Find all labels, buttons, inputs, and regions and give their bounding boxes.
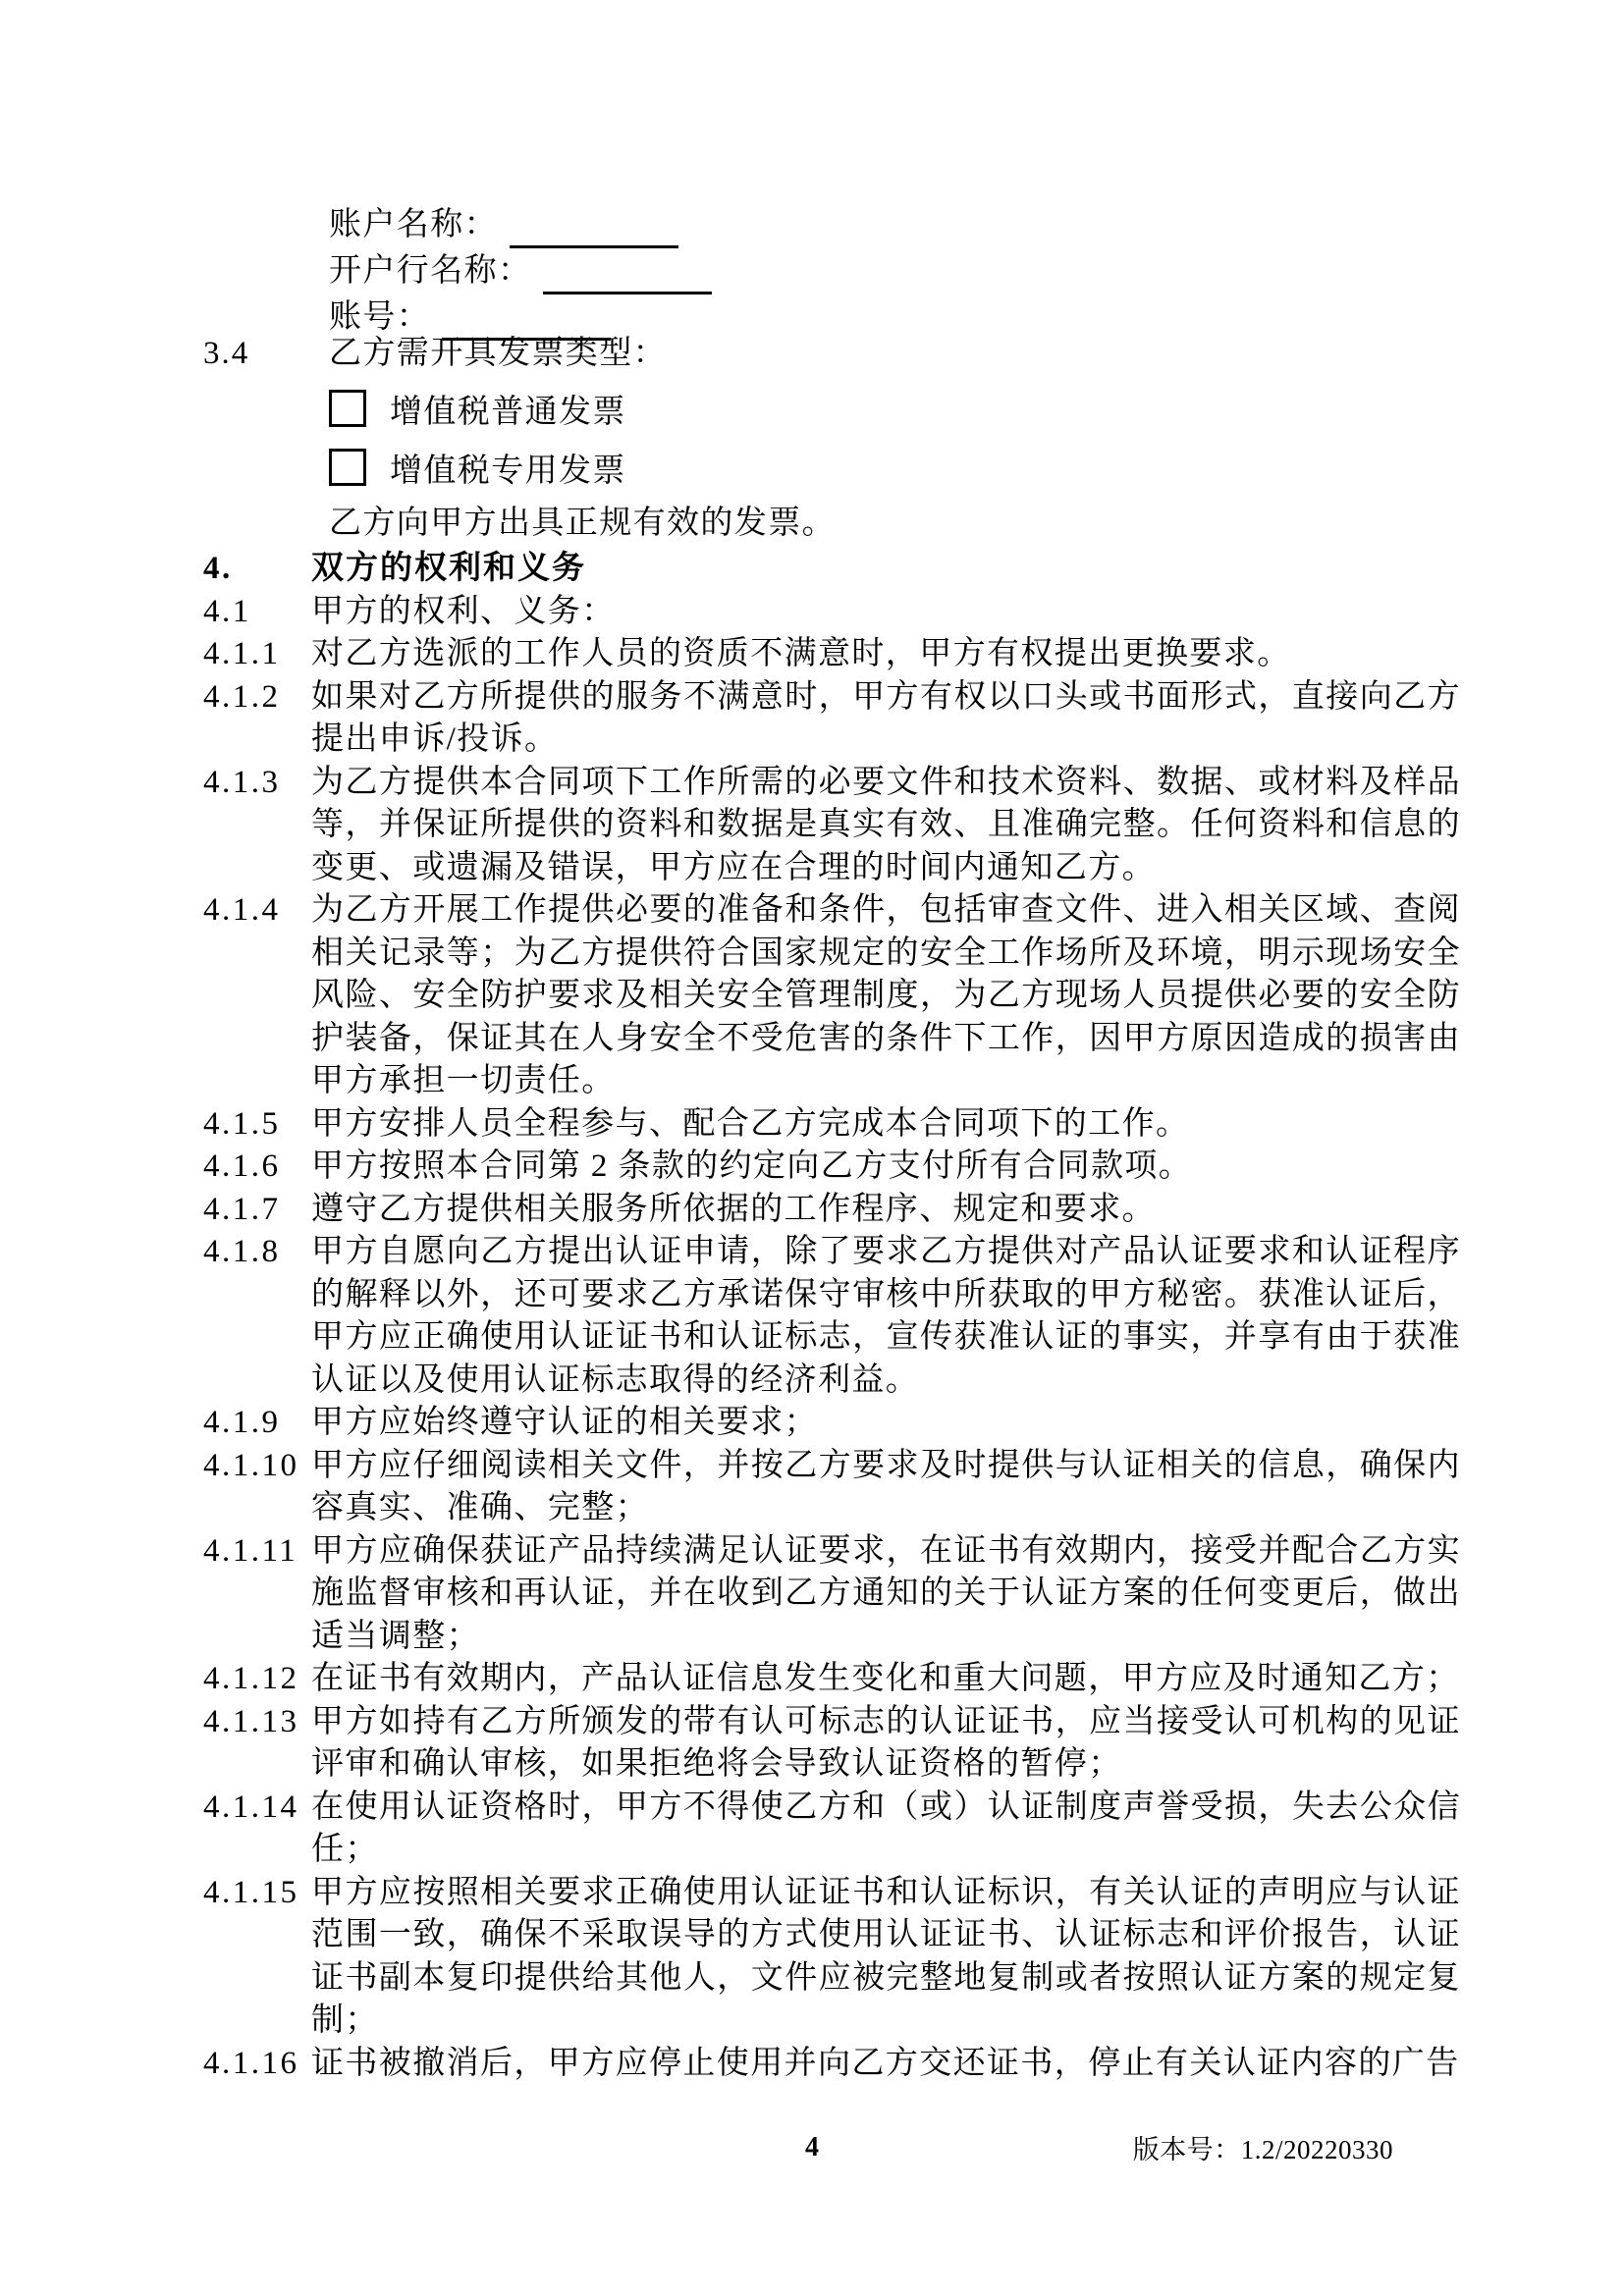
- clause-text: 为乙方提供本合同项下工作所需的必要文件和技术资料、数据、或材料及样品等，并保证所提供的资料和数据是真实有效、且准确完整。任何资料和信息的变更、或遗漏及错误，甲方应在合理的时间内通知乙方。: [311, 764, 1461, 885]
- checkbox-label: 增值税普通发票: [390, 394, 626, 430]
- section-title: 双方的权利和义务: [311, 551, 586, 586]
- clause-row: [203, 1402, 1461, 1445]
- clause-text: 证书被撤消后，甲方应停止使用并向乙方交还证书，停止有关认证内容的广告: [311, 2045, 1460, 2081]
- page-number: 4: [805, 2132, 819, 2163]
- clause-number: 4.1.15: [203, 1874, 299, 1910]
- clause-row: [203, 1530, 1461, 1659]
- clause-text: 遵守乙方提供相关服务所依据的工作程序、规定和要求。: [311, 1191, 1156, 1227]
- bank-field-label: 账号：: [329, 299, 431, 335]
- clause-text: 为乙方开展工作提供必要的准备和条件，包括审查文件、进入相关区域、查阅相关记录等；为乙方提供符合国家规定的安全工作场所及环境，明示现场安全风险、安全防护要求及相关安全管理制度，为乙方现场人员提供必要的安全防护装备，保证其在人身安全不受危害的条件下工作，因甲方原因造成的损害由甲方承担一切责任。: [311, 892, 1461, 1098]
- clause-text: 甲方应仔细阅读相关文件，并按乙方要求及时提供与认证相关的信息，确保内容真实、准确、完整；: [311, 1447, 1461, 1525]
- clause-number: 4.1.7: [203, 1191, 281, 1227]
- invoice-type-option: [329, 438, 836, 497]
- section-number: 4.: [203, 551, 233, 586]
- clause-text: 甲方按照本合同第 2 条款的约定向乙方支付所有合同款项。: [311, 1148, 1193, 1184]
- clause-row: [203, 762, 1461, 890]
- clause-row: [203, 676, 1461, 762]
- bank-field-label: 开户行名称：: [329, 253, 532, 289]
- bank-details-block: [329, 202, 712, 341]
- invoice-type-title: 乙方需开具发票类型：: [329, 336, 667, 371]
- clause-number: 4.1.4: [203, 892, 281, 928]
- clause-row: [203, 1231, 1461, 1402]
- version-label: 版本号：1.2/20220330: [1132, 2135, 1393, 2164]
- clause-row: [203, 1658, 1461, 1701]
- clause-number: 4.1.1: [203, 636, 281, 671]
- clause-number: 4.1.5: [203, 1105, 281, 1142]
- clause-number: 4.1.8: [203, 1234, 281, 1269]
- invoice-type-title-row: [203, 328, 836, 379]
- clause-row: [203, 591, 1461, 634]
- bank-field-row: [329, 202, 712, 248]
- clause-number: 4.1.13: [203, 1703, 299, 1739]
- clause-text: 甲方应确保获证产品持续满足认证要求，在证书有效期内，接受并配合乙方实施监督审核和再认证，并在收到乙方通知的关于认证方案的任何变更后，做出适当调整；: [311, 1532, 1461, 1654]
- clause-list: [203, 591, 1461, 2086]
- clause-row: [203, 1701, 1461, 1787]
- clause-text: 甲方的权利、义务：: [311, 593, 616, 629]
- clause-row: [203, 633, 1461, 676]
- clause-number: 4.1.11: [203, 1532, 298, 1569]
- checkbox-unchecked-icon[interactable]: [329, 390, 366, 427]
- clause-row: [203, 1146, 1461, 1189]
- clause-number: 4.1.9: [203, 1405, 281, 1440]
- clause-text: 甲方安排人员全程参与、配合乙方完成本合同项下的工作。: [311, 1105, 1190, 1142]
- clause-number: 4.1.12: [203, 1661, 299, 1696]
- clause-number: 4.1.10: [203, 1447, 299, 1483]
- section-heading-row: [203, 548, 1461, 591]
- clause-text: 在使用认证资格时，甲方不得使乙方和（或）认证制度声誉受损，失去公众信任；: [311, 1789, 1461, 1867]
- clause-row: [203, 1103, 1461, 1147]
- clause-number: 4.1: [203, 593, 251, 629]
- clause-number: 4.1.2: [203, 678, 281, 715]
- bank-field-blank-line[interactable]: [510, 212, 678, 248]
- invoice-type-section: [203, 328, 836, 550]
- clause-number: 4.1.14: [203, 1789, 299, 1825]
- clause-number: 4.1.16: [203, 2045, 299, 2081]
- bank-field-blank-line[interactable]: [543, 258, 712, 294]
- clause-row: [203, 889, 1461, 1103]
- invoice-type-options: [203, 379, 836, 497]
- bank-field-row: [329, 248, 712, 294]
- clause-row: [203, 1787, 1461, 1872]
- clause-text: 甲方应始终遵守认证的相关要求；: [311, 1405, 818, 1440]
- clause-text: 在证书有效期内，产品认证信息发生变化和重大问题，甲方应及时通知乙方；: [311, 1661, 1460, 1696]
- invoice-note: 乙方向甲方出具正规有效的发票。: [329, 506, 836, 541]
- clause-text: 对乙方选派的工作人员的资质不满意时，甲方有权提出更换要求。: [311, 636, 1291, 671]
- clause-row: [203, 1445, 1461, 1530]
- clause-row: [203, 1189, 1461, 1232]
- clause-text: 甲方自愿向乙方提出认证申请，除了要求乙方提供对产品认证要求和认证程序的解释以外，还可要求乙方承诺保守审核中所获取的甲方秘密。获准认证后，甲方应正确使用认证证书和认证标志，宣传获准认证的事实，并享有由于获准认证以及使用认证标志取得的经济利益。: [311, 1234, 1461, 1398]
- clause-text: 甲方如持有乙方所颁发的带有认可标志的认证证书，应当接受认可机构的见证评审和确认审核，如果拒绝将会导致认证资格的暂停；: [311, 1703, 1461, 1782]
- section-rights-obligations: [203, 548, 1461, 2085]
- clause-number: 4.1.6: [203, 1148, 281, 1184]
- clause-text: 如果对乙方所提供的服务不满意时，甲方有权以口头或书面形式，直接向乙方提出申诉/投诉。: [311, 678, 1461, 757]
- clause-number: 3.4: [203, 336, 250, 371]
- checkbox-unchecked-icon[interactable]: [329, 449, 366, 486]
- clause-row: [203, 2043, 1461, 2086]
- checkbox-label: 增值税专用发票: [390, 453, 626, 489]
- clause-number: 4.1.3: [203, 764, 281, 800]
- bank-field-label: 账户名称：: [329, 207, 498, 242]
- clause-text: 甲方应按照相关要求正确使用认证证书和认证标识，有关认证的声明应与认证范围一致，确保不采取误导的方式使用认证证书、认证标志和评价报告，认证证书副本复印提供给其他人，文件应被完整地复制或者按照认证方案的规定复制；: [311, 1874, 1461, 2038]
- invoice-type-option: [329, 379, 836, 438]
- clause-row: [203, 1872, 1461, 2043]
